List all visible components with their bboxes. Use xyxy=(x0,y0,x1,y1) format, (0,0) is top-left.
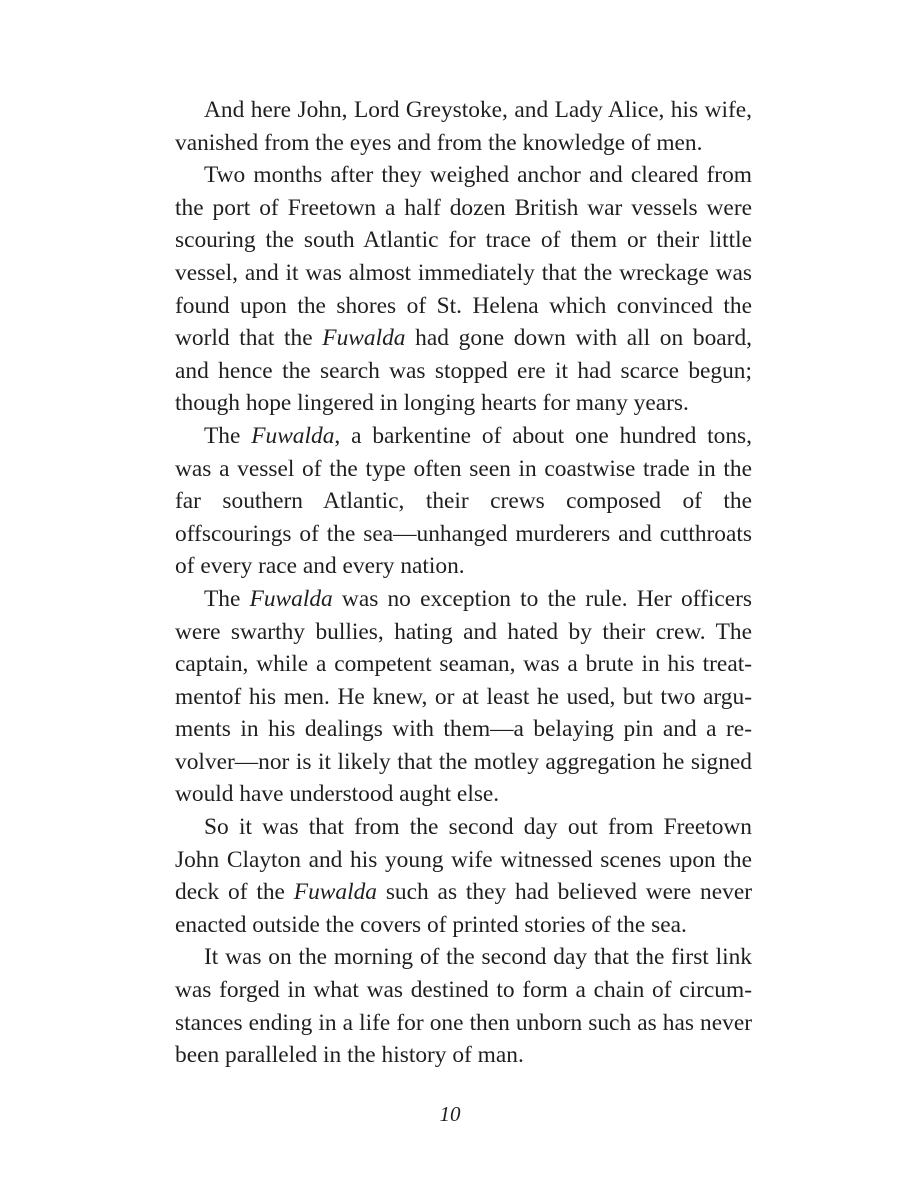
paragraph-6: It was on the morning of the second day that the first link was forged in what was destined to form a chain of circumstances ending in a life for one then unborn such as has never been paralleled in the history of man. xyxy=(175,944,752,1069)
paragraph-3: The Fuwalda, a barkentine of about one hundred tons, was a vessel of the type often seen in coastwise trade in the far southern Atlantic, their crews composed of the offscourings of the sea—unhanged murderers and cutthroats of every race and every nation. xyxy=(175,422,752,580)
paragraph-5: So it was that from the second day out from Freetown John Clayton and his young wife witnessed scenes upon the deck of the Fuwalda such as they had believed were never enacted outside the covers of printed stories of the sea. xyxy=(175,814,752,938)
body-text xyxy=(175,94,752,1072)
paragraph-2: Two months after they weighed anchor and cleared from the port of Freetown a half dozen British war vessels were scouring the south Atlantic for trace of them or their little vessel, and it was almost immediately that the wreckage was found upon the shores of St. Helena which convinced the world that the Fuwalda had gone down with all on board, and hence the search was stopped ere it had scarce begun; though hope lingered in longing hearts for many years. xyxy=(175,162,752,417)
ship-name: Fuwalda xyxy=(249,585,333,612)
page-number: 10 xyxy=(439,1102,461,1126)
paragraph-1: And here John, Lord Greystoke, and Lady Alice, his wife, vanished from the eyes and from the knowledge of men. xyxy=(175,97,752,156)
ship-name: Fuwalda xyxy=(293,879,377,906)
paragraph-4: The Fuwalda was no exception to the rule. Her officers were swarthy bullies, hating and hated by their crew. The captain, while a competent seaman, was a brute in his treatmentof his men. He knew, or at least he used, but two arguments in his dealings with them—a belaying pin and a revolver—nor is it likely that the motley aggregation he signed would have understood aught else. xyxy=(175,585,752,808)
ship-name: Fuwalda xyxy=(322,325,406,352)
ship-name: Fuwalda xyxy=(251,422,335,449)
